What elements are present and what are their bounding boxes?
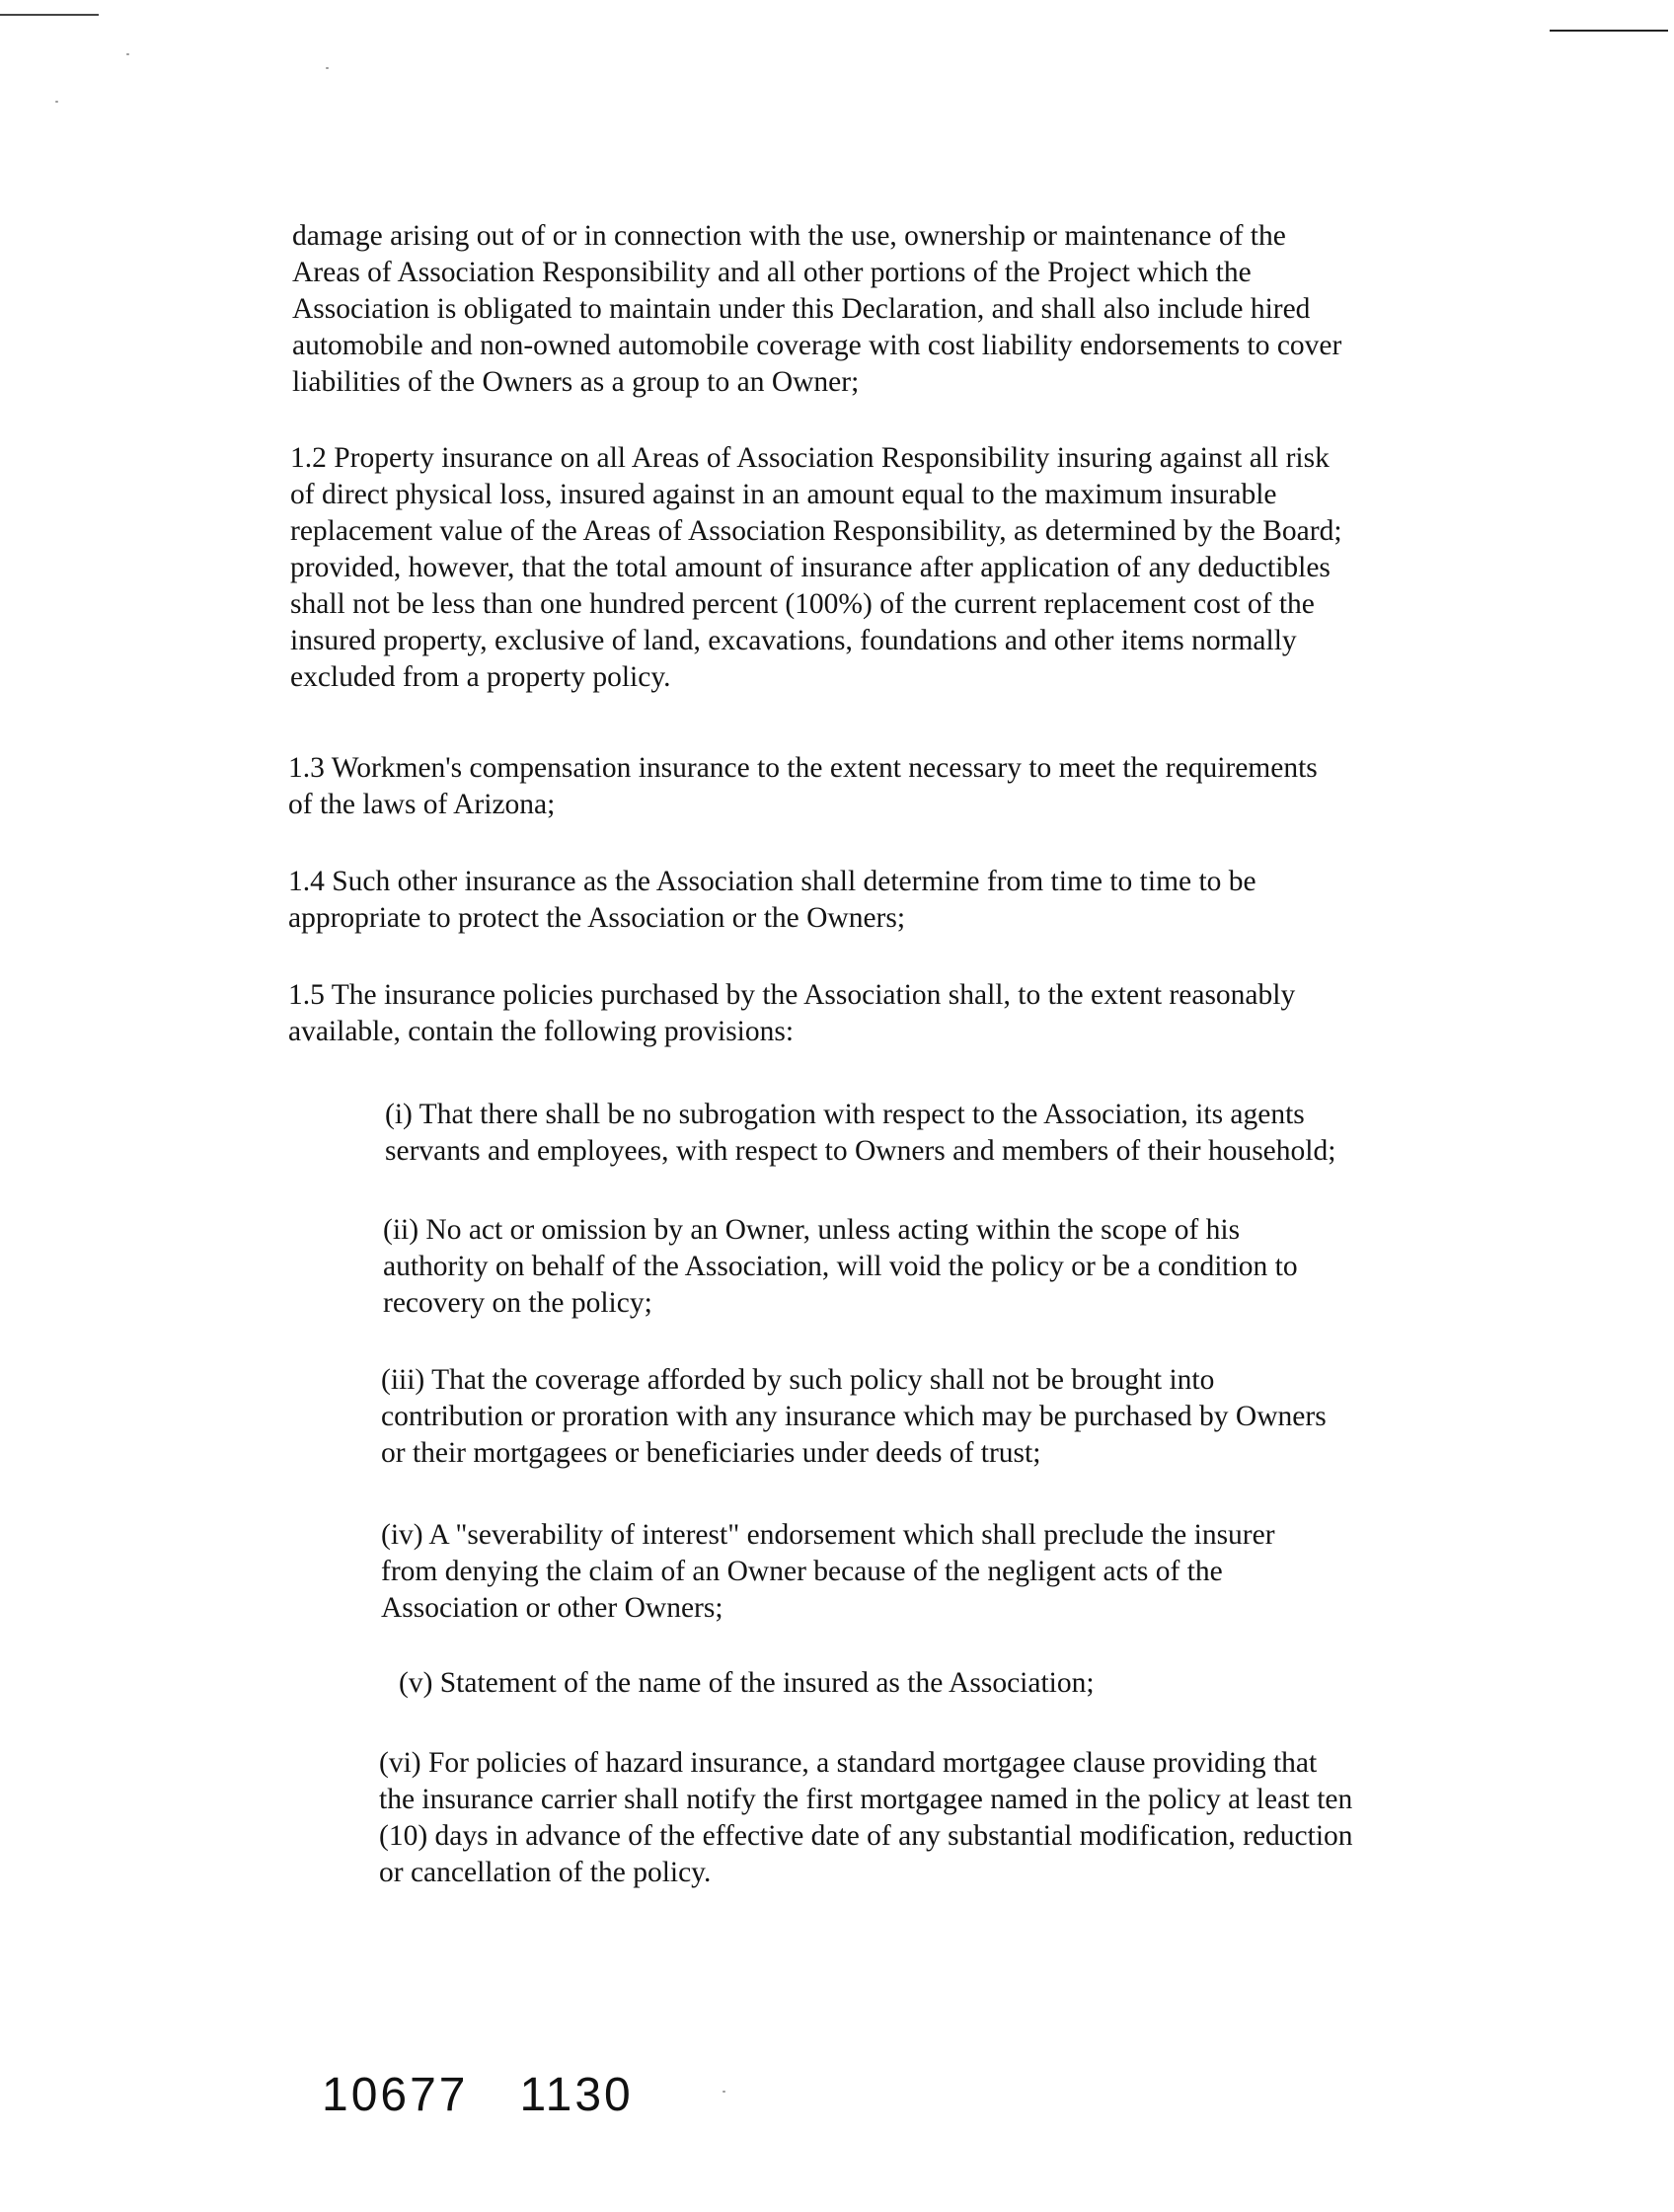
text-line: liabilities of the Owners as a group to an Owner; [292, 366, 860, 398]
scan-speck [723, 2091, 725, 2093]
text-line: (i) That there shall be no subrogation with respect to the Association, its agents [385, 1099, 1305, 1130]
text-line: (ii) No act or omission by an Owner, unless acting within the scope of his [383, 1214, 1241, 1246]
text-line: authority on behalf of the Association, will void the policy or be a condition to [383, 1251, 1298, 1282]
text-line: (vi) For policies of hazard insurance, a standard mortgagee clause providing that [379, 1747, 1318, 1779]
text-line: (10) days in advance of the effective date of any substantial modification, reduction [379, 1820, 1353, 1852]
text-line: Areas of Association Responsibility and all other portions of the Project which the [292, 257, 1252, 288]
text-line: the insurance carrier shall notify the first mortgagee named in the policy at least ten [379, 1784, 1353, 1815]
text-line: insured property, exclusive of land, excavations, foundations and other items normally [290, 625, 1297, 656]
text-line: (v) Statement of the name of the insured as the Association; [399, 1667, 1095, 1699]
text-line: 1.4 Such other insurance as the Association shall determine from time to time to be [288, 866, 1256, 897]
paragraph-section-1-3 [288, 750, 1318, 823]
text-line: 1.5 The insurance policies purchased by the Association shall, to the extent reasonably [288, 979, 1296, 1011]
text-line: or cancellation of the policy. [379, 1857, 712, 1888]
text-line: of direct physical loss, insured against in an amount equal to the maximum insurable [290, 479, 1277, 510]
scan-rule-top-right [1550, 30, 1668, 32]
scan-speck [55, 101, 58, 103]
text-line: Association is obligated to maintain under this Declaration, and shall also include hired [292, 293, 1311, 325]
text-line: recovery on the policy; [383, 1287, 652, 1319]
paragraph-provision-i [385, 1097, 1335, 1170]
paragraph-provision-vi [379, 1745, 1353, 1891]
text-line: from denying the claim of an Owner because of the negligent acts of the [381, 1556, 1223, 1587]
paragraph-section-1-4 [288, 864, 1256, 937]
text-line: appropriate to protect the Association or the Owners; [288, 902, 906, 934]
paragraph-provision-v [399, 1665, 1095, 1702]
text-line: excluded from a property policy. [290, 661, 671, 693]
text-line: 1.2 Property insurance on all Areas of Association Responsibility insuring against all risk [290, 442, 1330, 474]
text-line: of the laws of Arizona; [288, 789, 556, 820]
paragraph-provision-ii [383, 1212, 1298, 1322]
scan-speck [326, 67, 329, 69]
text-line: contribution or proration with any insurance which may be purchased by Owners [381, 1401, 1327, 1432]
text-line: automobile and non-owned automobile coverage with cost liability endorsements to cover [292, 330, 1342, 361]
text-line: Association or other Owners; [381, 1592, 723, 1624]
text-line: available, contain the following provisions: [288, 1016, 795, 1047]
paragraph-provision-iii [381, 1362, 1327, 1472]
text-line: shall not be less than one hundred percent (100%) of the current replacement cost of the [290, 588, 1315, 620]
scan-rule-top-left [0, 14, 99, 16]
text-line: provided, however, that the total amount of insurance after application of any deductibles [290, 552, 1331, 583]
book-number: 10677 [322, 2069, 469, 2121]
text-line: or their mortgagees or beneficiaries under deeds of trust; [381, 1437, 1041, 1469]
text-line: 1.3 Workmen's compensation insurance to the extent necessary to meet the requirements [288, 752, 1318, 784]
text-line: (iv) A "severability of interest" endorsement which shall preclude the insurer [381, 1519, 1275, 1551]
text-line: servants and employees, with respect to Owners and members of their household; [385, 1135, 1336, 1167]
text-line: (iii) That the coverage afforded by such policy shall not be brought into [381, 1364, 1215, 1396]
paragraph-intro-continuation [292, 218, 1341, 401]
page-number: 1130 [519, 2069, 634, 2121]
paragraph-section-1-5 [288, 977, 1295, 1050]
text-line: damage arising out of or in connection with the use, ownership or maintenance of the [292, 220, 1286, 252]
paragraph-section-1-2 [290, 440, 1342, 696]
paragraph-provision-iv [381, 1517, 1275, 1627]
recording-stamp [322, 2068, 634, 2122]
text-line: replacement value of the Areas of Association Responsibility, as determined by the Board; [290, 515, 1342, 547]
scan-speck [126, 53, 129, 55]
